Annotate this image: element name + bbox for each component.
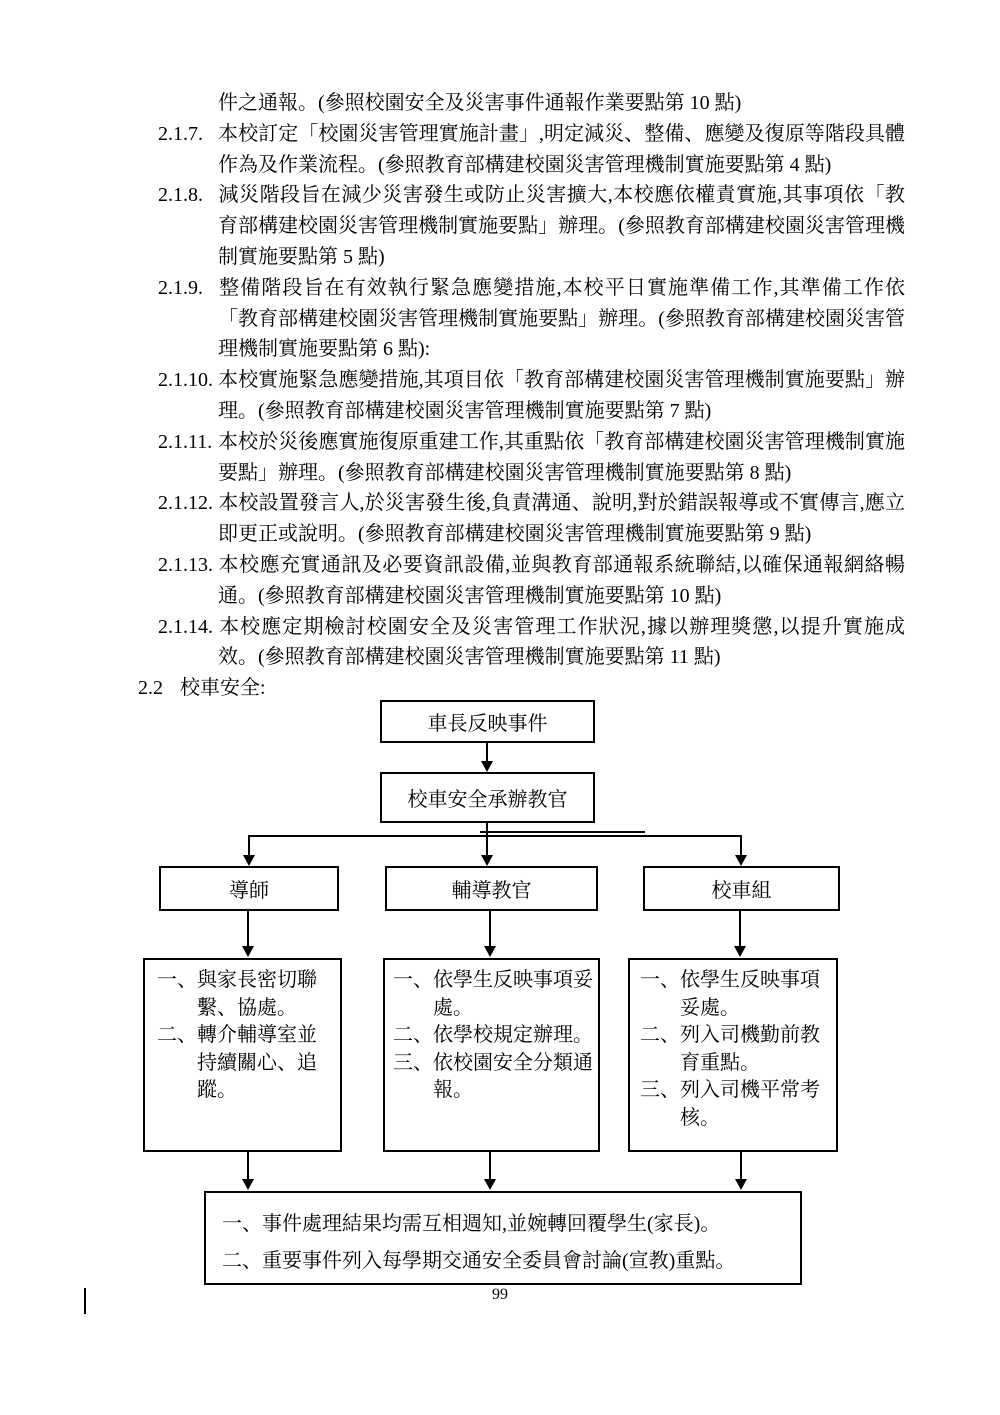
item-number: 2.1.7.: [158, 122, 203, 145]
arrow-down-icon: [484, 1179, 496, 1190]
result-line: 一、事件處理結果均需互相週知,並婉轉回覆學生(家長)。: [222, 1213, 721, 1235]
arrow-down-icon: [484, 946, 496, 957]
numbered-item: [158, 180, 905, 272]
flow-box-label: 校車組: [711, 880, 772, 902]
connector-line: [247, 1152, 249, 1180]
item-text: 本校實施緊急應變措施,其項目依「教育部構建校園災害管理機制實施要點」辦理。(參照教育部構建校園災害管理機制實施要點第 7 點): [218, 369, 905, 422]
item-number: 2.1.13.: [158, 553, 213, 576]
connector-line: [248, 835, 742, 837]
section-number: 2.2: [138, 677, 163, 700]
arrow-down-icon: [481, 761, 493, 772]
flow-box-bus-team-actions: [628, 958, 838, 1152]
item-text: 本校於災後應實施復原重建工作,其重點依「教育部構建校園災害管理機制實施要點」辦理。(參照教育部構建校園災害管理機制實施要點第 8 點): [218, 430, 905, 484]
arrow-down-icon: [242, 946, 254, 957]
action-item: 一、依學生反映事項妥處。: [393, 969, 593, 1019]
flow-box-role-teacher: [159, 866, 339, 911]
action-item: 一、依學生反映事項妥處。: [640, 969, 820, 1019]
arrow-down-icon: [481, 855, 493, 866]
arrow-down-icon: [242, 1179, 254, 1190]
numbered-item: [158, 119, 905, 181]
item-text: 整備階段旨在有效執行緊急應變措施,本校平日實施準備工作,其準備工作依「教育部構建校園災害管理機制實施要點」辦理。(參照教育部構建校園災害管理機制實施要點第 6 點):: [218, 276, 905, 361]
action-item: 一、與家長密切聯繫、協處。: [157, 969, 317, 1019]
connector-line: [486, 743, 488, 763]
action-item: 二、列入司機勤前教育重點。: [640, 1024, 820, 1074]
arrow-down-icon: [735, 1179, 747, 1190]
item-text: 本校訂定「校園災害管理實施計畫」,明定減災、整備、應變及復原等階段具體作為及作業流程。(參照教育部構建校園災害管理機制實施要點第 4 點): [218, 122, 905, 176]
section-title: 校車安全:: [180, 677, 266, 700]
item-text: 本校應充實通訊及必要資訊設備,並與教育部通報系統聯結,以確保通報網絡暢通。(參照教育部構建校園災害管理機制實施要點第 10 點): [218, 553, 905, 607]
item-number: 2.1.14.: [158, 615, 213, 638]
numbered-item: [158, 550, 905, 612]
flow-box-label: 輔導教官: [451, 880, 532, 902]
flow-box-label: 導師: [229, 880, 269, 902]
connector-line: [739, 911, 741, 947]
flow-box-incident-report: [380, 700, 595, 743]
result-line: 二、重要事件列入每學期交通安全委員會討論(宣教)重點。: [222, 1250, 736, 1272]
connector-line: [248, 836, 250, 856]
numbered-item: [158, 488, 905, 550]
flow-box-teacher-actions: [143, 958, 342, 1152]
paragraph-continuation: 件之通報。(參照校園安全及災害事件通報作業要點第 10 點): [218, 92, 742, 114]
connector-line: [740, 1152, 742, 1180]
connector-line: [486, 823, 488, 856]
connector-line: [489, 911, 491, 947]
connector-line: [480, 831, 645, 833]
arrow-down-icon: [734, 946, 746, 957]
arrow-down-icon: [735, 855, 747, 866]
flow-box-coordinator: [380, 772, 595, 823]
numbered-item: [158, 427, 905, 489]
flow-box-role-bus-team: [643, 866, 840, 911]
item-number: 2.1.8.: [158, 184, 203, 207]
body-text: [138, 88, 905, 704]
numbered-item: [158, 273, 905, 365]
connector-line: [740, 836, 742, 856]
item-number: 2.1.9.: [158, 276, 203, 299]
arrow-down-icon: [243, 855, 255, 866]
action-item: 三、依校園安全分類通報。: [393, 1051, 593, 1101]
flow-box-counselor-actions: [383, 958, 600, 1152]
numbered-item: [158, 365, 905, 427]
action-item: 三、列入司機平常考核。: [640, 1079, 820, 1129]
item-text: 本校應定期檢討校園安全及災害管理工作狀況,據以辦理獎懲,以提升實施成效。(參照教育部構建校園災害管理機制實施要點第 11 點): [218, 615, 905, 669]
item-text: 本校設置發言人,於災害發生後,負責溝通、說明,對於錯誤報導或不實傳言,應立即更正或說明。(參照教育部構建校園災害管理機制實施要點第 9 點): [218, 492, 905, 546]
item-text: 減災階段旨在減少災害發生或防止災害擴大,本校應依權責實施,其事項依「教育部構建校園災害管理機制實施要點」辦理。(參照教育部構建校園災害管理機制實施要點第 5 點): [218, 184, 905, 268]
numbered-item: [158, 612, 905, 674]
action-item: 二、依學校規定辦理。: [393, 1024, 593, 1046]
connector-line: [247, 911, 249, 947]
item-number: 2.1.11.: [158, 430, 213, 453]
connector-line: [489, 1152, 491, 1180]
page-number: 99: [492, 1286, 508, 1303]
action-item: 二、轉介輔導室並持續關心、追蹤。: [157, 1024, 317, 1101]
flow-box-label: 校車安全承辦教官: [407, 789, 568, 811]
item-number: 2.1.10.: [158, 369, 213, 392]
flow-box-label: 車長反映事件: [427, 713, 548, 735]
flow-box-result: [204, 1191, 802, 1285]
item-number: 2.1.12.: [158, 492, 213, 515]
flow-box-role-counselor: [385, 866, 598, 911]
